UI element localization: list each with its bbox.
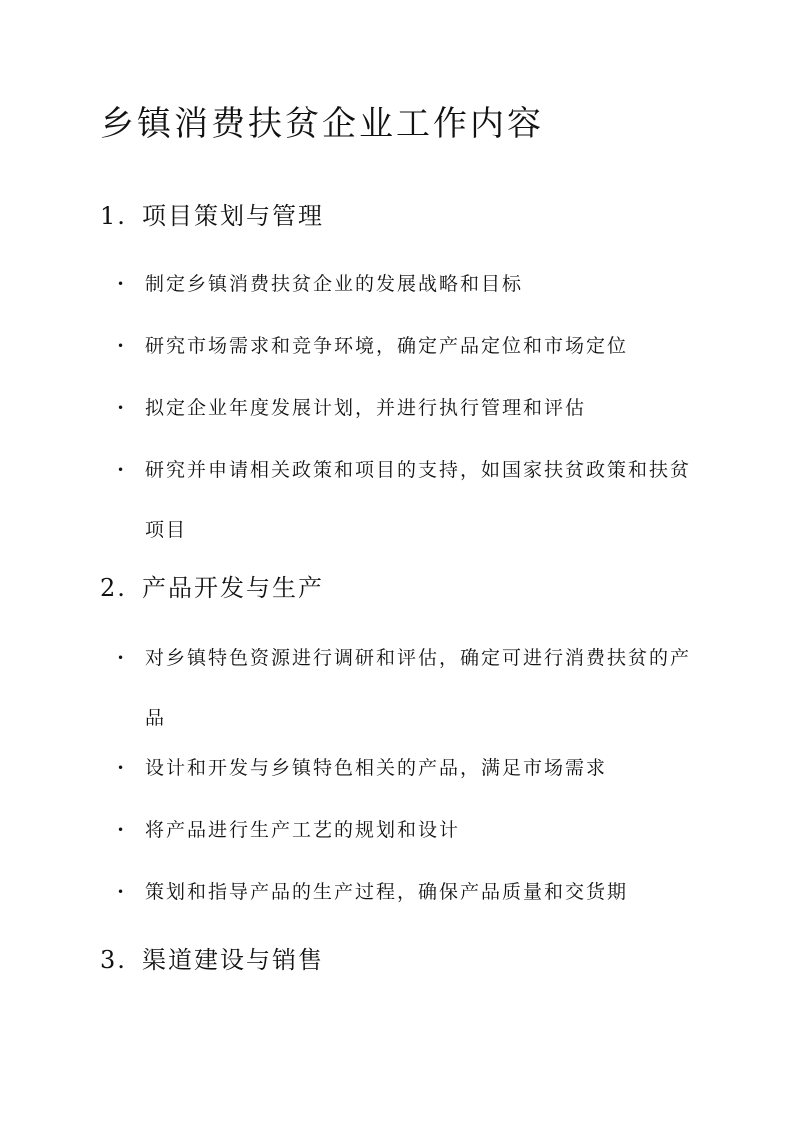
section-number: 1. [100,202,127,230]
bullet-icon: • [117,761,127,775]
section-heading-2 [100,568,324,603]
list-item-text: 将产品进行生产工艺的规划和设计 [145,819,461,841]
list-item-text: 制定乡镇消费扶贫企业的发展战略和目标 [145,273,524,295]
list-item [117,316,697,376]
section-title: 产品开发与生产 [142,574,324,602]
document-title: 乡镇消费扶贫企业工作内容 [100,104,544,144]
bullet-icon: • [117,401,127,415]
list-item [117,378,697,438]
bullet-icon: • [117,339,127,353]
list-item-text: 研究市场需求和竞争环境，确定产品定位和市场定位 [145,335,629,357]
list-item-text: 研究并申请相关政策和项目的支持，如国家扶贫政策和扶贫项目 [145,459,692,541]
list-item-text: 策划和指导产品的生产过程，确保产品质量和交货期 [145,881,629,903]
section-number: 3. [100,946,127,974]
list-item-text: 对乡镇特色资源进行调研和评估，确定可进行消费扶贫的产品 [145,647,692,729]
bullet-icon: • [117,823,127,837]
list-item [117,254,697,314]
list-item [117,862,697,922]
section-number: 2. [100,574,127,602]
list-item-text: 设计和开发与乡镇特色相关的产品，满足市场需求 [145,757,608,779]
bullet-icon: • [117,885,127,899]
section-heading-3 [100,940,324,975]
bullet-icon: • [117,277,127,291]
section-title: 渠道建设与销售 [142,946,324,974]
list-item [117,738,697,798]
list-item [117,800,697,860]
bullet-icon: • [117,651,127,665]
list-item-text: 拟定企业年度发展计划，并进行执行管理和评估 [145,397,587,419]
section-heading-1 [100,196,324,231]
bullet-icon: • [117,463,127,477]
section-title: 项目策划与管理 [142,202,324,230]
list-item [117,440,697,560]
list-item [117,628,697,748]
